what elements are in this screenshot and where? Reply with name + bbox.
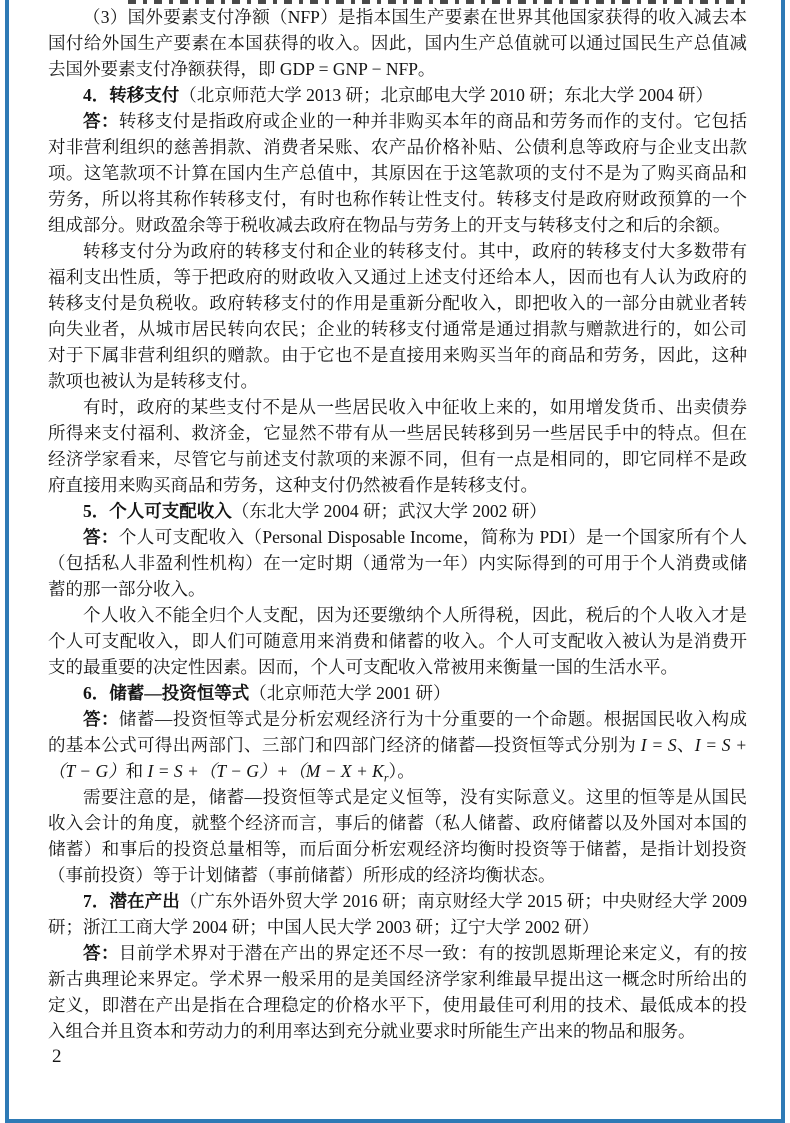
question-4-term: 转移支付: [109, 85, 180, 105]
question-7-answer-p1: [48, 940, 747, 1044]
formula-separator: 、: [676, 735, 695, 755]
formula-two-sector: I = S: [640, 735, 677, 755]
question-7-term: 潜在产出: [109, 891, 180, 911]
question-4-number: 4．: [83, 85, 110, 105]
question-4-sources: （北京师范大学 2013 研；北京邮电大学 2010 研；东北大学 2004 研）: [179, 85, 713, 105]
question-7-number: 7．: [83, 891, 110, 911]
formula-tail: ）。: [388, 761, 415, 781]
answer-text: 储蓄—投资恒等式是分析宏观经济行为十分重要的一个命题。根据国民收入构成的基本公式可得出两部门、三部门和四部门经济的储蓄—投资恒等式分别为: [48, 709, 748, 755]
question-5-number: 5．: [83, 501, 110, 521]
question-5-answer-p2: 个人收入不能全归个人支配，因为还要缴纳个人所得税，因此，税后的个人收入才是个人可支配收入，即人们可随意用来消费和储蓄的收入。个人可支配收入被认为是消费开支的最重要的决定性因素。因而，个人可支配收入常被用来衡量一国的生活水平。: [48, 605, 747, 677]
formula-four-sector: I = S +（T − G）+（M − X + K: [147, 761, 384, 781]
answer-text: 转移支付是指政府或企业的一种并非购买本年的商品和劳务而作的支付。它包括对非营利组织的慈善捐款、消费者呆账、农产品价格补贴、公债利息等政府与企业支出款项。这笔款项不计算在国内生产总值中，其原因在于这笔款项的支付不是为了购买商品和劳务，所以将其称作转移支付，有时也称作转让性支付。转移支付是政府财政预算的一个组成部分。财政盈余等于税收减去政府在物品与劳务上的开支与转移支付之和后的余额。: [48, 111, 748, 235]
question-5-answer-p1: [48, 524, 747, 602]
page-content: [48, 4, 747, 1044]
answer-label: 答：: [83, 709, 119, 729]
question-6-heading: [48, 680, 747, 706]
question-7-heading: [48, 888, 747, 940]
formula-three-sector: I = S +（T − G）: [48, 735, 748, 781]
answer-text: 目前学术界对于潜在产出的界定还不尽一致：有的按凯恩斯理论来定义，有的按新古典理论来界定。学术界一般采用的是美国经济学家利维最早提出这一概念时所给出的定义，即潜在产出是指在合理稳定的价格水平下，使用最佳可利用的技术、最低成本的投入组合并且资本和劳动力的利用率达到充分就业要求时所能生产出来的物品和服务。: [48, 943, 748, 1041]
question-5-heading: [48, 498, 747, 524]
question-4-answer-p2: 转移支付分为政府的转移支付和企业的转移支付。其中，政府的转移支付大多数带有福利支出性质，等于把政府的财政收入又通过上述支付还给本人，因而也有人认为政府的转移支付是负税收。政府转移支付的作用是重新分配收入，即把收入的一部分由就业者转向失业者，从城市居民转向农民；企业的转移支付通常是通过捐款与赠款进行的，如公司对于下属非营利组织的赠款。由于它也不是直接用来购买当年的商品和劳务，因此，这种款项也被认为是转移支付。: [48, 241, 747, 391]
paragraph-nfp: （3）国外要素支付净额（NFP）是指本国生产要素在世界其他国家获得的收入减去本国付给外国生产要素在本国获得的收入。因此，国内生产总值就可以通过国民生产总值减去国外要素支付净额获得，即 GDP = GNP − NFP。: [48, 7, 747, 79]
question-5-sources: （东北大学 2004 研；武汉大学 2002 研）: [231, 501, 547, 521]
formula-separator: 和: [125, 761, 148, 781]
answer-label: 答：: [83, 527, 119, 547]
answer-label: 答：: [83, 943, 119, 963]
question-4-answer-p3: 有时，政府的某些支付不是从一些居民收入中征收上来的，如用增发货币、出卖债券所得来支付福利、救济金，它显然不带有从一些居民转移到另一些居民手中的特点。但在经济学家看来，尽管它与前述支付款项的来源不同，但有一点是相同的，即它同样不是政府直接用来购买商品和劳务，这种支付仍然被看作是转移支付。: [48, 397, 747, 495]
page-number: 2: [52, 1046, 62, 1067]
answer-text: 个人可支配收入（Personal Disposable Income，简称为 PDI）是一个国家所有个人（包括私人非盈利性机构）在一定时期（通常为一年）内实际得到的可用于个人消费或储蓄的那一部分收入。: [48, 527, 747, 599]
answer-label: 答：: [83, 111, 119, 131]
question-7-sources: （广东外语外贸大学 2016 研；南京财经大学 2015 研；中央财经大学 2009 研；浙江工商大学 2004 研；中国人民大学 2003 研；辽宁大学 2002 研）: [48, 891, 747, 937]
question-4-heading: [48, 82, 747, 108]
question-6-sources: （北京师范大学 2001 研）: [249, 683, 451, 703]
question-6-answer-p2: 需要注意的是，储蓄—投资恒等式是定义恒等，没有实际意义。这里的恒等是从国民收入会计的角度，就整个经济而言，事后的储蓄（私人储蓄、政府储蓄以及外国对本国的储蓄）和事后的投资总量相等，而后面分析宏观经济均衡时投资等于储蓄，是指计划投资（事前投资）等于计划储蓄（事前储蓄）所形成的经济均衡状态。: [48, 787, 747, 885]
question-6-number: 6．: [83, 683, 110, 703]
question-5-term: 个人可支配收入: [109, 501, 232, 521]
question-4-answer-p1: [48, 108, 747, 238]
question-6-answer-p1: [48, 706, 747, 784]
formula-subscript-r: r: [383, 770, 389, 785]
question-6-term: 储蓄—投资恒等式: [109, 683, 250, 703]
